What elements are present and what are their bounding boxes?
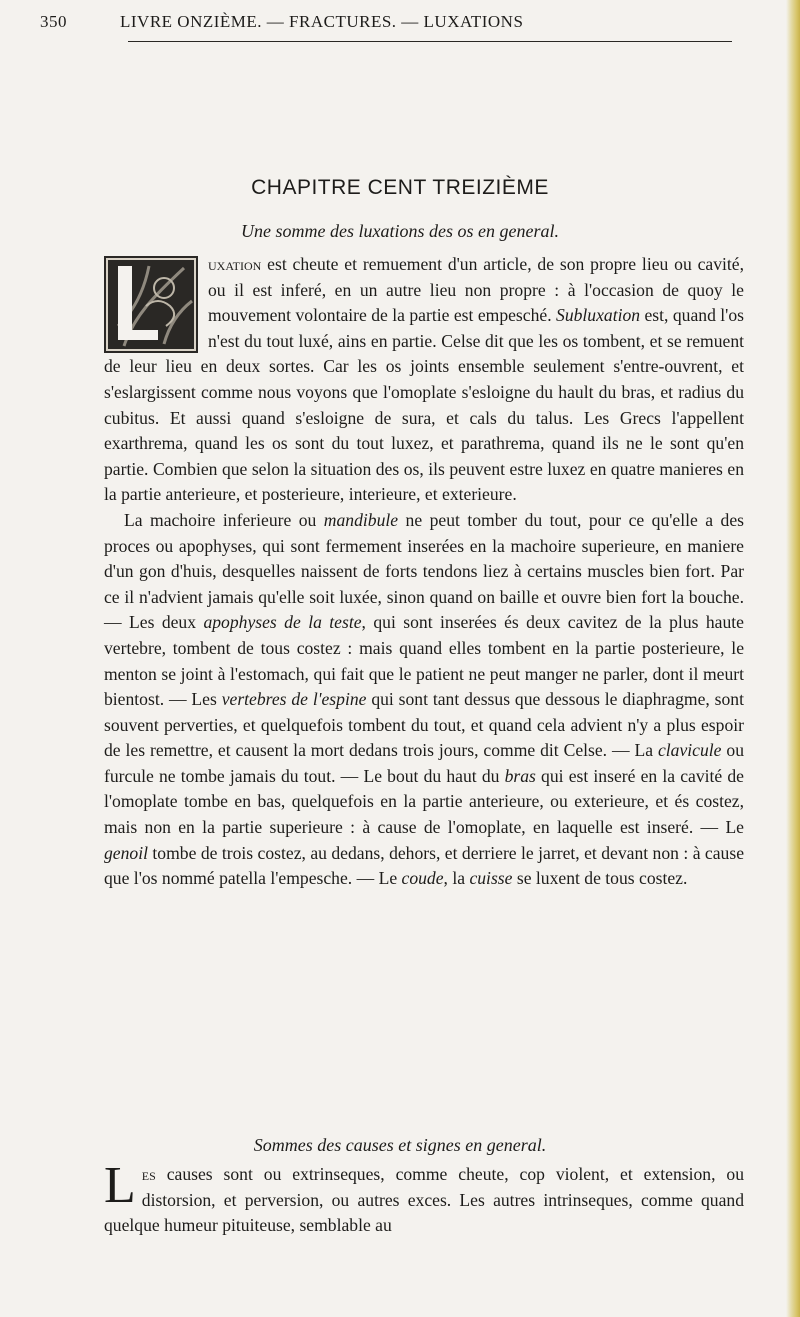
section-2-heading: Sommes des causes et signes en general. (253, 1135, 547, 1155)
term-subluxation: Subluxation (556, 305, 641, 326)
main-text (104, 252, 744, 892)
paragraph-1: uxation est cheute et remuement d'un article, de son propre lieu ou cavité, ou il est inferé, en un autre lieu non propre : à l'occasion de quoy le mouvement volontaire de la partie est empesché. Subluxation est, quand l'os n'est du tout luxé, ains en partie. Celse dit que les os tombent, et se remuent de leur lieu en deux sortes. Car les os joints ensemble seulement s'entre-ouvrent, et s'eslargissent comme nous voyons que l'omoplate s'esloigne du hault du bras, et radius du cubitus. Et aussi quand s'esloigne de sura, et cals du talus. Les Grecs l'appellent exarthrema, quand les os sont du tout luxez, et parathrema, quand ils ne le sont qu'en partie. Combien que selon la situation des os, ils peuvent estre luxez en quatre manieres en la partie anterieure, et posterieure, interieure, et exterieure. (104, 254, 744, 505)
section-heading: Une somme des luxations des os en general. (241, 221, 559, 241)
dropcap-l-icon (104, 256, 198, 353)
chapter-title: CHAPITRE CENT TREIZIÈME (251, 176, 549, 199)
paragraph-3: Les causes sont ou extrinseques, comme cheute, cop violent, et extension, ou distorsion, et perversion, ou autres exces. Les autres intrinseques, comme quand quelque humeur pituiteuse, semblable au (104, 1157, 744, 1236)
running-title: LIVRE ONZIÈME. — FRACTURES. — LUXATIONS (120, 12, 524, 31)
lead-word: uxation (208, 254, 262, 274)
page-number: 350 (40, 12, 67, 31)
section-2-text (104, 1157, 744, 1239)
initial-letter: L (104, 1157, 136, 1214)
header-rule (128, 41, 732, 42)
ornamental-dropcap (104, 256, 198, 353)
paragraph-2: La machoire inferieure ou mandibule ne peut tomber du tout, pour ce qu'elle a des proces ou apophyses, qui sont fermement inserées en la machoire superieure, en maniere d'un gon d'huis, desquelles naissent de forts tendons liez à certains muscles bien fort. Par ce il n'advient jamais qu'elle soit luxée, sinon quand on baille et ouvre bien fort la bouche. — Les deux apophyses de la teste, qui sont inserées és deux cavitez de la plus haute vertebre, tombent de tous costez : mais quand elles tombent en la partie posterieure, le menton se joint à l'estomach, qui fait que le patient ne peut manger ne parler, dont il meurt bientost. — Les vertebres de l'espine qui sont tant dessus que dessous le diaphragme, sont souvent perverties, et quelquefois tombent du tout, et quand cela advient n'y a plus espoir de les remettre, et causent la mort dedans trois jours, comme dit Celse. — La clavicule ou furcule ne tombe jamais du tout. — Le bout du haut du bras qui est inseré en la cavité de l'omoplate tombe en bas, quelquefois en la partie anterieure, ou exterieure, et és costez, mais non en la partie superieure : à cause de l'omoplate, en laquelle est inseré. — Le genoil tombe de trois costez, au dedans, dehors, et derriere le jarret, et devant non : à cause que l'os nommé patella l'empesche. — Le coude, la cuisse se luxent de tous costez. (104, 509, 744, 889)
